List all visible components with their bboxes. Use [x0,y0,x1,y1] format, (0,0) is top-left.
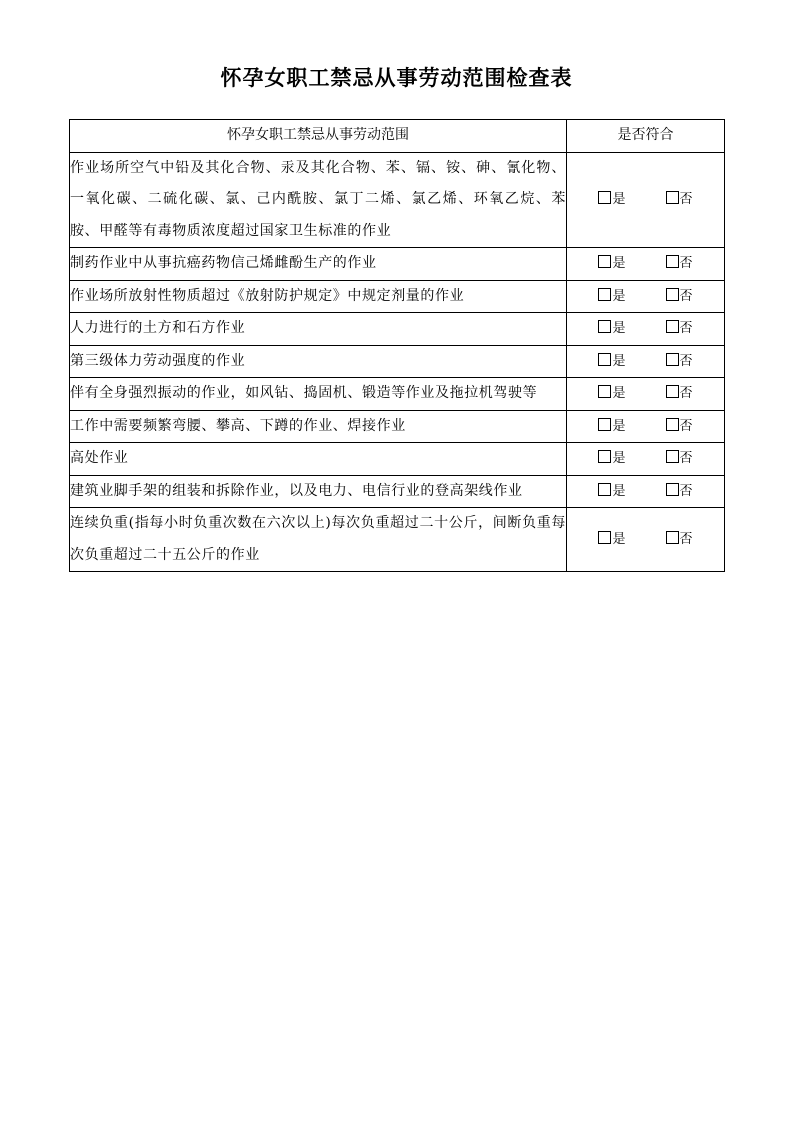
option-yes-label: 是 [612,256,626,271]
checkbox-no[interactable] [666,531,679,544]
checkbox-yes[interactable] [598,320,611,333]
table-row [70,280,725,313]
table-body [70,152,725,572]
option-yes[interactable] [598,524,625,556]
option-no[interactable] [666,411,693,443]
checkbox-no[interactable] [666,450,679,463]
checkbox-no[interactable] [666,255,679,268]
checkbox-no[interactable] [666,353,679,366]
prohibited-work-item: 建筑业脚手架的组装和拆除作业，以及电力、电信行业的登高架线作业 [70,475,567,508]
conformity-options [567,410,725,443]
checkbox-yes[interactable] [598,353,611,366]
option-yes[interactable] [598,378,625,410]
option-no[interactable] [666,443,693,475]
prohibited-work-item: 制药作业中从事抗癌药物信己烯雌酚生产的作业 [70,248,567,281]
option-yes-label: 是 [612,321,626,336]
option-yes[interactable] [598,313,625,345]
conformity-options [567,313,725,346]
conformity-options [567,152,725,248]
table-row [70,152,725,248]
conformity-options [567,378,725,411]
table-row [70,475,725,508]
option-no-label: 否 [679,386,693,401]
page-title: 怀孕女职工禁忌从事劳动范围检查表 [220,66,573,90]
option-yes-label: 是 [612,288,626,304]
option-yes-label: 是 [612,531,626,547]
checkbox-no[interactable] [666,418,679,431]
table-header-row [70,120,725,153]
checklist-table [69,119,725,572]
option-yes-label: 是 [612,386,626,401]
prohibited-work-item: 伴有全身强烈振动的作业，如风钻、捣固机、锻造等作业及拖拉机驾驶等 [70,378,567,411]
option-yes-label: 是 [612,451,626,466]
option-yes[interactable] [598,476,625,508]
option-yes-label: 是 [612,192,626,207]
checkbox-yes[interactable] [598,483,611,496]
option-no-label: 否 [679,483,693,499]
prohibited-work-item: 作业场所空气中铅及其化合物、汞及其化合物、苯、镉、铵、砷、氰化物、一氧化碳、二硫化碳、氯、己内酰胺、氯丁二烯、氯乙烯、环氧乙烷、苯胺、甲醛等有毒物质浓度超过国家卫生标准的作业 [70,152,567,248]
option-no[interactable] [666,313,693,345]
option-no[interactable] [666,524,693,556]
prohibited-work-item: 连续负重(指每小时负重次数在六次以上)每次负重超过二十公斤，间断负重每次负重超过二十五公斤的作业 [70,508,567,572]
header-conformity: 是否符合 [567,120,725,153]
option-yes[interactable] [598,346,625,378]
option-yes-label: 是 [612,353,626,369]
checkbox-yes[interactable] [598,255,611,268]
option-no[interactable] [666,346,693,378]
conformity-options [567,345,725,378]
checkbox-yes[interactable] [598,191,611,204]
option-no-label: 否 [679,353,693,369]
conformity-options [567,248,725,281]
option-no-label: 否 [679,192,693,207]
option-no[interactable] [666,281,693,313]
option-no[interactable] [666,378,693,410]
prohibited-work-item: 高处作业 [70,443,567,476]
option-no-label: 否 [679,531,693,547]
conformity-options [567,443,725,476]
conformity-options [567,280,725,313]
conformity-options [567,475,725,508]
table-row [70,248,725,281]
table-row [70,410,725,443]
checkbox-yes[interactable] [598,418,611,431]
option-no[interactable] [666,248,693,280]
option-yes[interactable] [598,281,625,313]
checkbox-no[interactable] [666,288,679,301]
table-row [70,443,725,476]
table-row [70,345,725,378]
option-yes-label: 是 [612,418,626,434]
option-yes[interactable] [598,184,625,216]
option-yes[interactable] [598,411,625,443]
prohibited-work-item: 工作中需要频繁弯腰、攀高、下蹲的作业、焊接作业 [70,410,567,443]
checkbox-yes[interactable] [598,385,611,398]
header-scope: 怀孕女职工禁忌从事劳动范围 [70,120,567,153]
checkbox-no[interactable] [666,191,679,204]
checkbox-yes[interactable] [598,288,611,301]
conformity-options [567,508,725,572]
table-row [70,378,725,411]
prohibited-work-item: 第三级体力劳动强度的作业 [70,345,567,378]
option-no[interactable] [666,184,693,216]
option-no-label: 否 [679,256,693,271]
option-no[interactable] [666,476,693,508]
checkbox-yes[interactable] [598,450,611,463]
checkbox-no[interactable] [666,385,679,398]
table-row [70,313,725,346]
prohibited-work-item: 人力进行的土方和石方作业 [70,313,567,346]
option-yes[interactable] [598,248,625,280]
option-no-label: 否 [679,321,693,336]
option-yes[interactable] [598,443,625,475]
table-row [70,508,725,572]
checkbox-no[interactable] [666,320,679,333]
prohibited-work-item: 作业场所放射性物质超过《放射防护规定》中规定剂量的作业 [70,280,567,313]
option-no-label: 否 [679,288,693,304]
option-no-label: 否 [679,451,693,466]
option-yes-label: 是 [612,483,626,499]
checkbox-no[interactable] [666,483,679,496]
checkbox-yes[interactable] [598,531,611,544]
option-no-label: 否 [679,418,693,434]
